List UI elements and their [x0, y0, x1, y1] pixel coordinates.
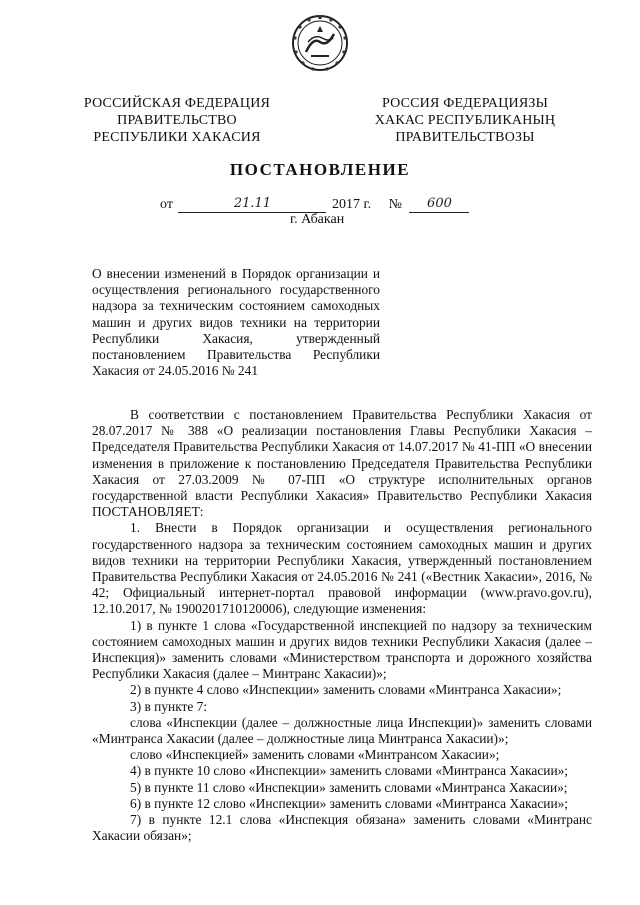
year-text: 2017 г.	[331, 197, 372, 212]
paragraph: 7) в пункте 12.1 слова «Инспекция обязана» заменить словами «Минтранс Хакасии обязан»;	[92, 812, 592, 844]
paragraph: 3) в пункте 7:	[130, 698, 208, 714]
paragraph: слова «Инспекции (далее – должностные лица Инспекции)» заменить словами «Минтранса Хакасии (далее – должностные лица Минтранса Хакасии)»;	[92, 714, 592, 747]
document-title: ПОСТАНОВЛЕНИЕ	[229, 160, 411, 179]
subject-block: О внесении изменений в Порядок организации и осуществления регионального государственного надзора за техническим состоянием самоходных машин и других видов техники на территории Республики Хакасия, утвержденный постановлением Правительства Республики Хакасия от 24.05.2016 № 241	[92, 266, 380, 379]
date-prefix: от	[160, 197, 173, 212]
date-handwritten: 21.11	[178, 196, 326, 213]
number-handwritten: 600	[409, 196, 469, 213]
header-left-line2: ПРАВИТЕЛЬСТВО	[117, 113, 237, 128]
header-right-line3: ПРАВИТЕЛЬСТВОЗЫ	[395, 130, 535, 145]
paragraph: 4) в пункте 10 слово «Инспекции» заменить словами «Минтранса Хакасии»;	[130, 763, 569, 779]
paragraph: 6) в пункте 12 слово «Инспекции» заменить словами «Минтранса Хакасии»;	[130, 795, 569, 811]
header-left-line3: РЕСПУБЛИКИ ХАКАСИЯ	[93, 130, 261, 145]
header-right	[360, 95, 570, 146]
paragraph: 1. Внести в Порядок организации и осуществления регионального государственного надзора за техническим состоянием самоходных машин и других видов техники на территории Республики Хакасия, утвержденный постановлением Правительства Республики Хакасия от 24.05.2016 № 241 («Вестник Хакасии», 2016, № 42; Официальный интернет-портал правовой информации (www.pravo.gov.ru), 12.10.2017, № 1900201710120006), следующие изменения:	[92, 520, 592, 617]
paragraph: В соответствии с постановлением Правительства Республики Хакасия от 28.07.2017 № 388 «О реализации постановления Главы Республики Хакасия – Председателя Правительства Республики Хакасия от 14.07.2017 № 41-ПП «О внесении изменения в приложение к постановлению Председателя Правительства Республики Хакасия от 27.03.2009 № 07-ПП «О структуре исполнительных органов государственной власти Республики Хакасия» Правительство Республики Хакасия ПОСТАНОВЛЯЕТ:	[92, 407, 592, 520]
header-left-line1: РОССИЙСКАЯ ФЕДЕРАЦИЯ	[83, 96, 271, 111]
paragraph: слово «Инспекцией» заменить словами «Минтрансом Хакасии»;	[130, 747, 500, 763]
header-left	[72, 95, 282, 146]
paragraph: 5) в пункте 11 слово «Инспекции» заменить словами «Минтранса Хакасии»;	[130, 779, 568, 795]
date-number-line	[160, 196, 469, 213]
header-right-line1: РОССИЯ ФЕДЕРАЦИЯЗЫ	[381, 96, 549, 111]
number-sign: №	[388, 197, 402, 212]
header-right-line2: ХАКАС РЕСПУБЛИКАНЫҢ	[374, 113, 556, 128]
city: г. Абакан	[290, 212, 345, 227]
body-text	[92, 407, 592, 844]
paragraph: 1) в пункте 1 слова «Государственной инспекцией по надзору за техническим состоянием самоходных машин и других видов техники Республики Хакасия (далее – Инспекция)» заменить словами «Министерством транспорта и дорожного хозяйства Республики Хакасия (далее – Минтранс Хакасии)»;	[92, 617, 592, 682]
paragraph: 2) в пункте 4 слово «Инспекции» заменить словами «Минтранса Хакасии»;	[130, 682, 562, 698]
coat-of-arms-icon	[291, 12, 349, 74]
